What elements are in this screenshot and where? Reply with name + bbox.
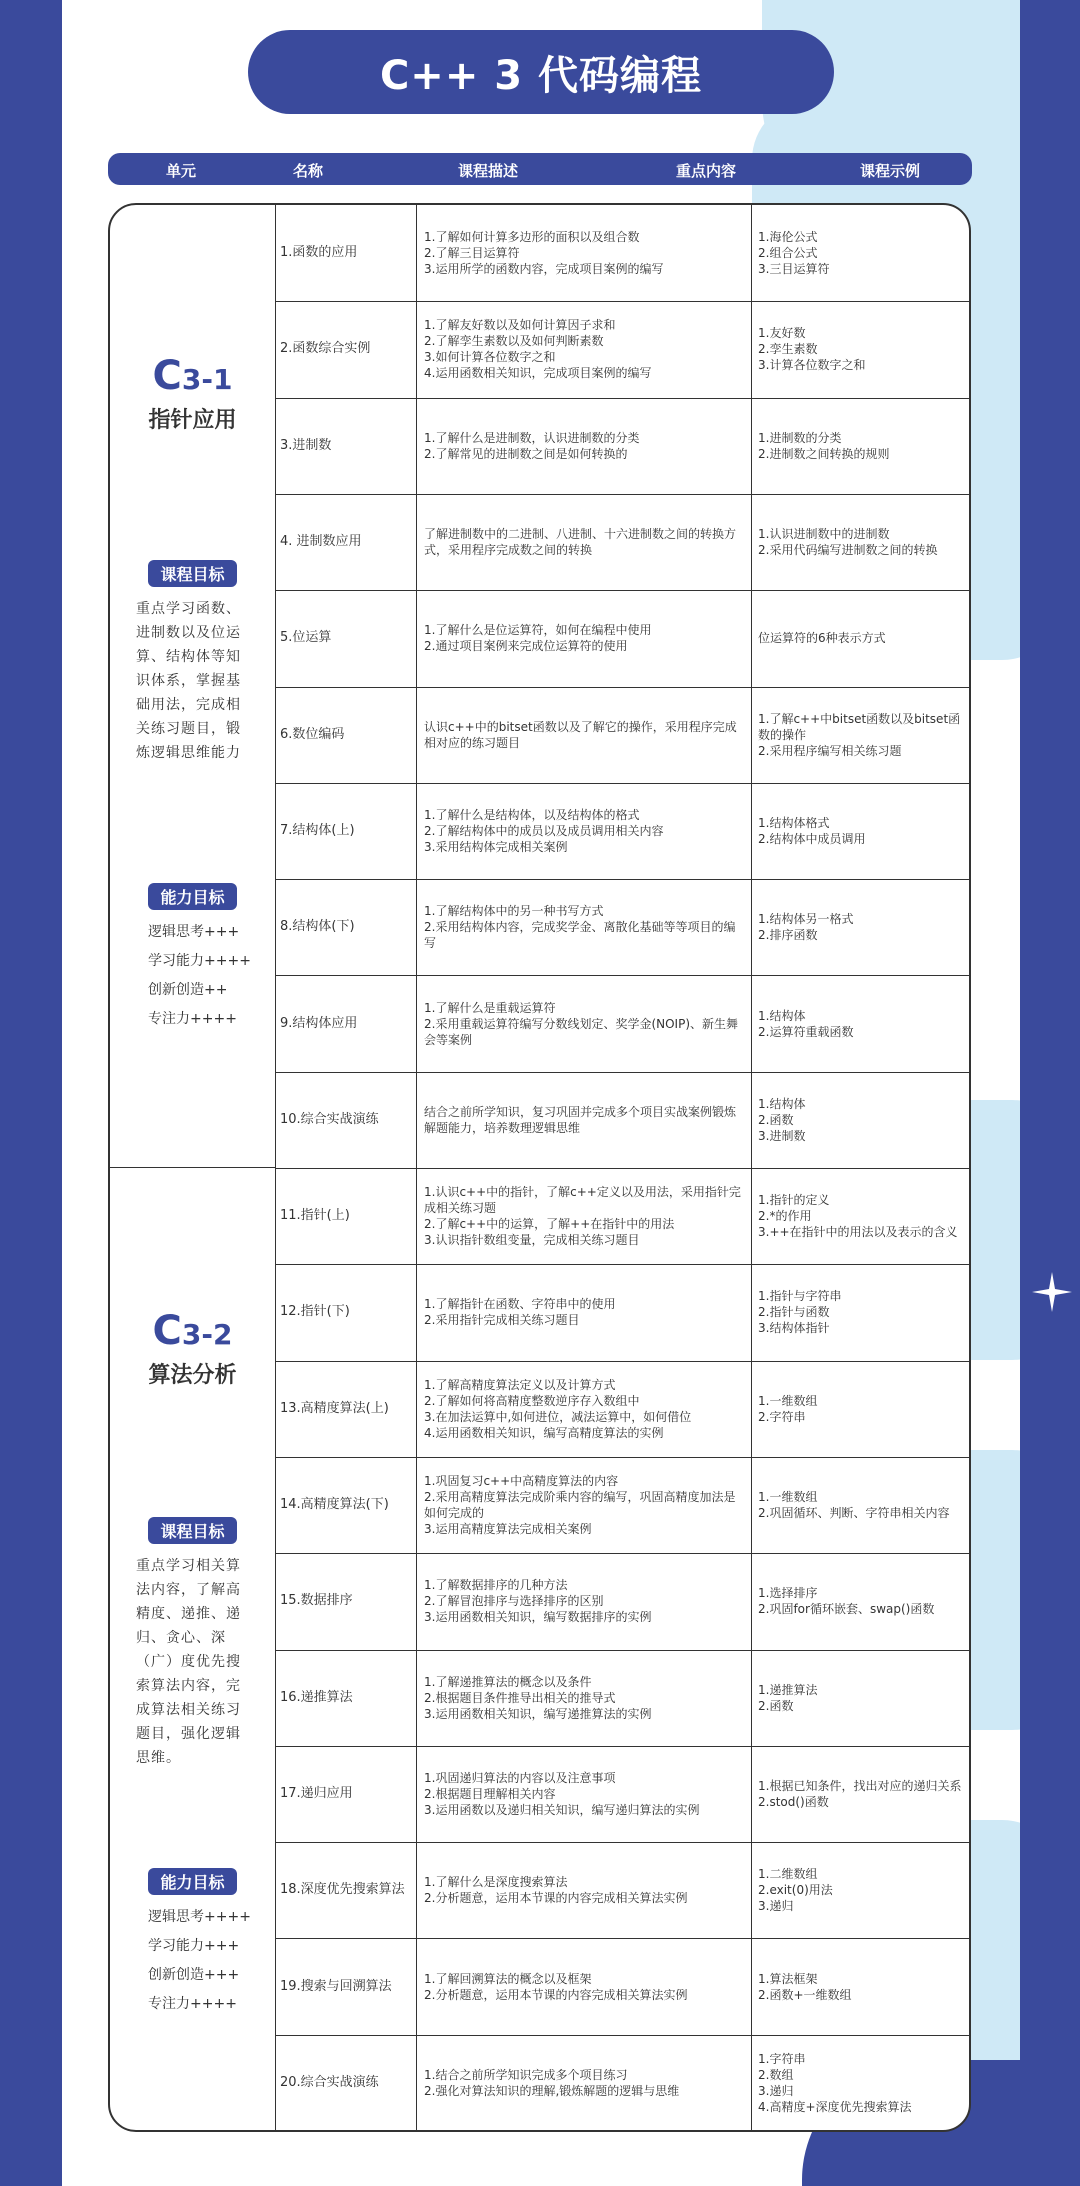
lesson-name: 13.高精度算法(上) [280,1400,389,1416]
lesson-description: 1.了解高精度算法定义以及计算方式 2.了解如何将高精度整数逆序存入数组中 3.在加法运算中,如何进位，减法运算中，如何借位 4.运用函数相关知识，编写高精度算法的实例 [424,1377,692,1440]
lesson-name: 6.数位编码 [280,726,345,742]
ability-item: 学习能力+++ [148,1938,240,1954]
unit-c3-2 [110,1308,275,2019]
lesson-example: 1.算法框架 2.函数+一维数组 [758,1971,852,2002]
right-band [1020,0,1080,2186]
lesson-name: 2.函数综合实例 [280,341,371,357]
lesson-name: 20.综合实战演练 [280,2074,379,2090]
unit-divider [110,1167,275,1168]
header-name: 名称 [292,162,324,180]
header-unit: 单元 [165,162,197,180]
ability-item: 逻辑思考++++ [148,1909,251,1925]
lesson-description: 1.了解回溯算法的概念以及框架 2.分析题意，运用本节课的内容完成相关算法实例 [424,1971,688,2002]
lesson-name: 4. 进制数应用 [280,534,362,550]
table-header [108,153,972,185]
ability-item: 创新创造++ [148,982,228,998]
lesson-description: 1.巩固递归算法的内容以及注意事项 2.根据题目理解相关内容 3.运用函数以及递归相关知识，编写递归算法的实例 [424,1770,700,1817]
lesson-description: 1.认识c++中的指针，了解c++定义以及用法，采用指针完成相关练习题 2.了解c++中的运算，了解++在指针中的用法 3.认识指针数组变量，完成相关练习题目 [424,1185,741,1248]
lesson-example: 1.友好数 2.孪生素数 3.计算各位数字之和 [758,326,866,373]
ability-item: 创新创造+++ [148,1967,240,1983]
page-title: C++ 3 代码编程 [248,30,834,114]
unit-c3-1 [110,353,275,1034]
ability-list [148,918,275,1034]
lesson-example: 1.结构体格式 2.结构体中成员调用 [758,815,866,846]
lesson-example: 1.一维数组 2.字符串 [758,1393,818,1424]
lesson-name: 12.指针(下) [280,1304,350,1320]
lesson-name: 17.递归应用 [280,1785,353,1801]
lesson-example: 1.指针与字符串 2.指针与函数 3.结构体指针 [758,1289,842,1336]
ability-label: 能力目标 [148,883,236,910]
lesson-description: 1.了解什么是位运算符，如何在编程中使用 2.通过项目案例来完成位运算符的使用 [424,623,652,654]
lesson-description: 1.了解什么是重载运算符 2.采用重载运算符编写分数线划定、奖学金(NOIP)、新生舞会等案例 [424,1000,739,1047]
unit-code-sub: 3-2 [181,1318,233,1351]
lesson-example: 位运算符的6种表示方式 [758,631,886,646]
lesson-description: 认识c++中的bitset函数以及了解它的操作，采用程序完成相对应的练习题目 [424,719,737,750]
ability-label: 能力目标 [148,1868,236,1895]
ability-list [148,1903,275,2019]
lesson-description: 1.了解什么是深度搜索算法 2.分析题意，运用本节课的内容完成相关算法实例 [424,1875,688,1906]
goal-text: 重点学习函数、进制数以及位运算、结构体等知识体系，掌握基础用法，完成相关练习题目，锻炼逻辑思维能力 [136,601,241,761]
lesson-description: 了解进制数中的二进制、八进制、十六进制数之间的转换方式，采用程序完成数之间的转换 [424,527,737,558]
goal-label: 课程目标 [148,560,236,587]
ability-item: 专注力++++ [148,1996,237,2012]
lesson-name: 5.位运算 [280,630,332,646]
lesson-example: 1.进制数的分类 2.进制数之间转换的规则 [758,430,890,461]
header-key-content: 重点内容 [675,162,737,180]
lesson-description: 1.巩固复习c++中高精度算法的内容 2.采用高精度算法完成阶乘内容的编写，巩固高精度加法是如何完成的 3.运用高精度算法完成相关案例 [424,1474,736,1537]
lesson-description: 1.了解指针在函数、字符串中的使用 2.采用指针完成相关练习题目 [424,1297,616,1328]
lesson-example: 1.结构体另一格式 2.排序函数 [758,912,854,943]
lesson-example: 1.指针的定义 2.*的作用 3.++在指针中的用法以及表示的含义 [758,1193,958,1240]
unit-code-sub: 3-1 [181,363,233,396]
lesson-description: 1.了解友好数以及如何计算因子求和 2.了解孪生素数以及如何判断素数 3.如何计算各位数字之和 4.运用函数相关知识，完成项目案例的编写 [424,318,652,381]
ability-item: 逻辑思考+++ [148,924,240,940]
unit-title: 指针应用 [148,408,237,433]
lesson-example: 1.认识进制数中的进制数 2.采用代码编写进制数之间的转换 [758,527,938,558]
unit-code: C3-1 [152,353,233,399]
lesson-name: 3.进制数 [280,437,332,453]
ability-item: 学习能力++++ [148,953,251,969]
lesson-name: 19.搜索与回溯算法 [280,1978,392,1994]
lesson-example: 1.结构体 2.运算符重载函数 [758,1008,854,1039]
lesson-description: 结合之前所学知识，复习巩固并完成多个项目实战案例锻炼解题能力，培养数理逻辑思维 [424,1104,737,1135]
lesson-name: 18.深度优先搜索算法 [280,1882,405,1898]
lesson-description: 1.了解什么是结构体，以及结构体的格式 2.了解结构体中的成员以及成员调用相关内容 3.采用结构体完成相关案例 [424,807,664,854]
sparkle-icon [1030,1270,1074,1314]
lesson-description: 1.结合之前所学知识完成多个项目练习 2.强化对算法知识的理解,锻炼解题的逻辑与思维 [424,2067,680,2098]
lesson-description: 1.了解递推算法的概念以及条件 2.根据题目条件推导出相关的推导式 3.运用函数相关知识，编写递推算法的实例 [424,1674,652,1721]
unit-code: C3-2 [152,1308,233,1354]
unit-title: 算法分析 [148,1363,237,1388]
lesson-example: 1.字符串 2.数组 3.递归 4.高精度+深度优先搜索算法 [758,2051,912,2114]
lesson-name: 15.数据排序 [280,1593,353,1609]
lesson-example: 1.了解c++中bitset函数以及bitset函数的操作 2.采用程序编写相关练习题 [758,711,961,758]
lesson-name: 16.递推算法 [280,1689,353,1705]
lesson-example: 1.选择排序 2.巩固for循环嵌套、swap()函数 [758,1586,935,1617]
lesson-name: 14.高精度算法(下) [280,1497,389,1513]
lesson-example: 1.一维数组 2.巩固循环、判断、字符串相关内容 [758,1490,950,1521]
goal-text: 重点学习相关算法内容，了解高精度、递推、递归、贪心、深（广）度优先搜索算法内容，完成算法相关练习题目，强化逻辑思维。 [136,1558,241,1766]
lesson-name: 10.综合实战演练 [280,1111,379,1127]
lesson-description: 1.了解数据排序的几种方法 2.了解冒泡排序与选择排序的区别 3.运用函数相关知识，编写数据排序的实例 [424,1578,652,1625]
lesson-description: 1.了解什么是进制数，认识进制数的分类 2.了解常见的进制数之间是如何转换的 [424,430,640,461]
lesson-example: 1.递推算法 2.函数 [758,1682,818,1713]
header-example: 课程示例 [859,162,921,180]
lesson-example: 1.二维数组 2.exit(0)用法 3.递归 [758,1867,833,1914]
lesson-name: 1.函数的应用 [280,245,358,261]
ability-item: 专注力++++ [148,1011,237,1027]
course-table [108,203,971,2132]
lesson-example: 1.海伦公式 2.组合公式 3.三目运算符 [758,230,830,277]
lesson-name: 9.结构体应用 [280,1015,358,1031]
lesson-example: 1.根据已知条件，找出对应的递归关系 2.stod()函数 [758,1778,962,1809]
lesson-name: 11.指针(上) [280,1208,350,1224]
lesson-example: 1.结构体 2.函数 3.进制数 [758,1096,806,1143]
goal-label: 课程目标 [148,1517,236,1544]
header-description: 课程描述 [457,162,519,180]
lesson-description: 1.了解结构体中的另一种书写方式 2.采用结构体内容，完成奖学金、离散化基础等等项目的编写 [424,904,736,951]
lesson-name: 8.结构体(下) [280,919,355,935]
lesson-description: 1.了解如何计算多边形的面积以及组合数 2.了解三目运算符 3.运用所学的函数内容，完成项目案例的编写 [424,230,664,277]
lesson-name: 7.结构体(上) [280,822,355,838]
